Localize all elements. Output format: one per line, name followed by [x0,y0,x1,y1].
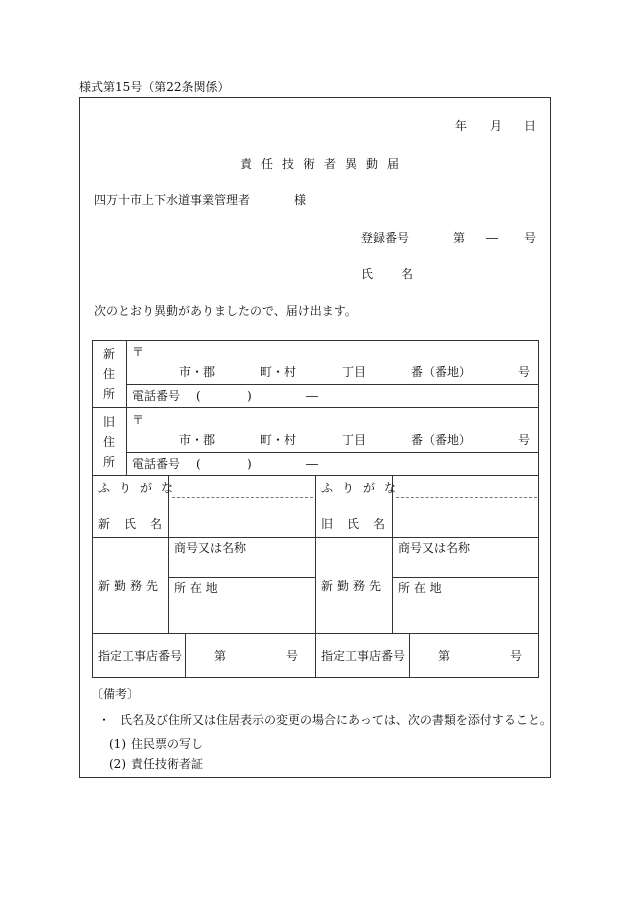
registration-dash: ― [486,231,498,245]
registration-label: 登録番号 [361,231,410,245]
remarks-item-2-text: 責任技術者証 [131,757,204,771]
remarks-item-2-num: (2) [109,757,126,771]
new-address-label: 新住所 [102,347,115,401]
old-city-label: 市・郡 [179,433,216,447]
new-furigana-label: ふりがな [98,481,183,495]
new-name-label: 新氏名 [98,517,177,531]
new-phone-dash: ― [306,389,318,403]
new-postal-mark: 〒 [132,345,145,359]
old-phone-paren-close: ) [247,457,252,471]
new-phone-paren-close: ) [247,389,252,403]
old-location-label: 所 在 地 [398,581,442,595]
new-city-label: 市・郡 [179,365,216,379]
old-contractor-label: 指定工事店番号 [321,649,406,663]
old-phone-dash: ― [306,457,318,471]
statement-text: 次のとおり異動がありましたので、届け出ます。 [94,304,357,318]
old-workplace-label: 新勤務先 [321,579,386,593]
old-contractor-prefix: 第 [438,649,451,663]
old-banchi-label: 番（番地） [411,433,472,447]
remarks-bullet: ・ [98,713,111,727]
registration-suffix: 号 [524,231,537,245]
new-go-label: 号 [518,365,531,379]
remarks-item-1-num: (1) [109,737,126,751]
old-name-label: 旧氏名 [321,517,400,531]
form-number: 様式第15号（第22条関係） [79,80,230,94]
new-contractor-label: 指定工事店番号 [98,649,183,663]
addressee-name: 四万十市上下水道事業管理者 [94,193,251,207]
old-go-label: 号 [518,433,531,447]
old-phone-paren-open: ( [196,457,201,471]
new-town-label: 町・村 [260,365,297,379]
old-company-name-label: 商号又は名称 [398,541,471,555]
old-address-label: 旧住所 [102,415,115,469]
new-company-name-label: 商号又は名称 [174,541,247,555]
registration-prefix: 第 [453,231,466,245]
new-contractor-prefix: 第 [214,649,227,663]
old-contractor-suffix: 号 [510,649,523,663]
addressee-honorific: 様 [294,193,307,207]
date-day-label: 日 [524,119,537,133]
remarks-item-1-text: 住民票の写し [131,737,204,751]
new-phone-paren-open: ( [196,389,201,403]
remarks-heading: 〔備考〕 [91,687,140,701]
document-title: 責任技術者異動届 [240,157,409,171]
old-chome-label: 丁目 [342,433,367,447]
date-year-label: 年 [455,119,468,133]
old-phone-label: 電話番号 [132,457,181,471]
date-month-label: 月 [490,119,503,133]
old-postal-mark: 〒 [132,413,145,427]
applicant-name-label: 氏 名 [361,267,422,281]
old-town-label: 町・村 [260,433,297,447]
remarks-note: 氏名及び住所又は住居表示の変更の場合にあっては、次の書類を添付すること。 [120,713,552,727]
new-location-label: 所 在 地 [174,581,218,595]
new-workplace-label: 新勤務先 [98,579,163,593]
old-furigana-label: ふりがな [321,481,406,495]
new-phone-label: 電話番号 [132,389,181,403]
new-contractor-suffix: 号 [286,649,299,663]
new-chome-label: 丁目 [342,365,367,379]
new-banchi-label: 番（番地） [411,365,472,379]
